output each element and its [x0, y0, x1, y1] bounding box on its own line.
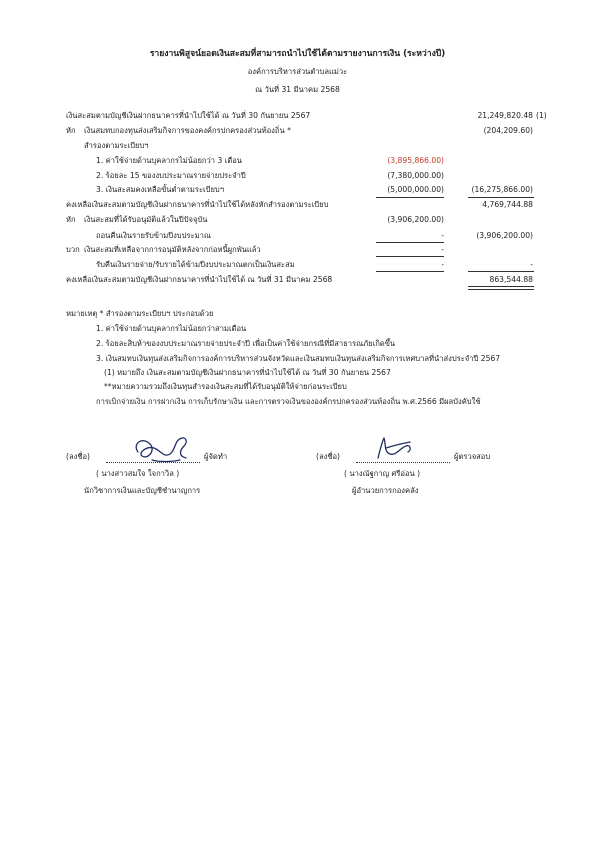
add-rule — [376, 256, 444, 257]
row10-amount: - — [441, 245, 444, 254]
left-signer-name: ( นางสาวสมใจ ใจกาวิล ) — [96, 469, 180, 478]
final-double-rule-1 — [468, 286, 534, 287]
row4-amount: (3,895,866.00) — [387, 156, 444, 165]
row5-amount: (7,380,000.00) — [387, 171, 444, 180]
row6-amount: (5,000,000.00) — [387, 185, 444, 194]
notes-heading: หมายเหตุ * สำรองตามระเบียบฯ ประกอบด้วย — [66, 309, 214, 318]
left-sign-label: (ลงชื่อ) — [66, 452, 91, 461]
row1-total: 21,249,820.48 — [477, 111, 533, 120]
subtotal-rule-left — [376, 197, 444, 198]
note-4: (1) หมายถึง เงินสะสมตามบัญชีเงินฝากธนาคารที่นำไปใช้ได้ ณ วันที่ 30 กันยายน 2567 — [104, 368, 391, 377]
left-sign-role: ผู้จัดทำ — [204, 452, 228, 461]
organization-name: องค์การบริหารส่วนตำบลแม่วะ — [247, 67, 348, 76]
row8-amount: (3,906,200.00) — [387, 215, 444, 224]
row9-total: (3,906,200.00) — [476, 231, 533, 240]
row7-label: คงเหลือเงินสะสมตามบัญชีเงินฝากธนาคารที่นำไปใช้ได้หลังหักสำรองตามระเบียบ — [66, 200, 329, 209]
row2-prefix: หัก — [66, 126, 76, 135]
row10-label: เงินสะสมที่เหลือจากการอนุมัติหลังจากก่อหนี้ผูกพันแล้ว — [84, 245, 261, 254]
row11-total: - — [530, 260, 533, 269]
row2-total: (204,209.60) — [483, 126, 533, 135]
right-signer-name: ( นางณัฐกาญ ศรีอ่อน ) — [344, 469, 421, 478]
row11-label: รับคืนเงินรายจ่าย/รับรายได้ข้ามปีงบประมาณตกเป็นเงินสะสม — [96, 260, 295, 269]
note-3: 3. เงินสมทบเงินทุนส่งเสริมกิจการองค์การบริหารส่วนจังหวัดและเงินสมทบเงินทุนส่งเสริมกิจการเทศบาลที่นำส่งประจำปี 2567 — [96, 354, 501, 363]
row5-label: 2. ร้อยละ 15 ของงบประมาณรายจ่ายประจำปี — [96, 171, 246, 180]
row11-amount: - — [441, 260, 444, 269]
final-double-rule-2 — [468, 289, 534, 290]
note-6: การเบิกจ่ายเงิน การฝากเงิน การเก็บรักษาเงิน และการตรวจเงินขององค์กรปกครองส่วนท้องถิ่น พ.ศ.2566 มีผลบังคับใช้ — [96, 397, 481, 406]
left-signer-position: นักวิชาการเงินและบัญชีชำนาญการ — [84, 486, 201, 495]
return-total-rule — [468, 271, 534, 272]
row9-label: ถอนคืนเงินรายรับข้ามปีงบประมาณ — [96, 231, 211, 240]
row8-prefix: หัก — [66, 215, 76, 224]
note-2: 2. ร้อยละสิบห้าของงบประมาณรายจ่ายประจำปี เพื่อเป็นค่าใช้จ่ายกรณีที่มีสาธารณภัยเกิดขึ้น — [96, 339, 396, 348]
report-title: รายงานพิสูจน์ยอดเงินสะสมที่สามารถนำไปใช้ได้ตามรายงานการเงิน (ระหว่างปี) — [149, 49, 446, 59]
right-signature-image — [370, 434, 430, 464]
right-signer-position: ผู้อำนวยการกองคลัง — [352, 486, 419, 495]
note-1: 1. ค่าใช้จ่ายด้านบุคลากรไม่น้อยกว่าสามเดือน — [96, 324, 247, 333]
row8-label: เงินสะสมที่ได้รับอนุมัติแล้วในปีปัจจุบัน — [84, 215, 208, 224]
report-date: ณ วันที่ 31 มีนาคม 2568 — [255, 85, 340, 94]
row3-label: สำรองตามระเบียบฯ — [84, 141, 149, 150]
row9-amount: - — [441, 231, 444, 240]
subtotal-rule-right — [468, 197, 534, 198]
row6-label: 3. เงินสะสมคงเหลือขั้นต่ำตามระเบียบฯ — [96, 185, 224, 194]
row4-label: 1. ค่าใช้จ่ายด้านบุคลากรไม่น้อยกว่า 3 เดือน — [96, 156, 242, 165]
right-sign-label: (ลงชื่อ) — [316, 452, 341, 461]
row1-label: เงินสะสมตามบัญชีเงินฝากธนาคารที่นำไปใช้ได้ ณ วันที่ 30 กันยายน 2567 — [66, 111, 311, 120]
row2-label: เงินสมทบกองทุนส่งเสริมกิจการของคงค์กรปกครองส่วนท้องถิ่น * — [84, 126, 291, 135]
row6-total: (16,275,866.00) — [471, 185, 533, 194]
row1-note: (1) — [536, 111, 547, 120]
note-5: **หมายความรวมถึงเงินทุนสำรองเงินสะสมที่ได้รับอนุมัติให้จ่ายก่อนระเบียบ — [104, 382, 347, 391]
return-rule — [376, 271, 444, 272]
withdraw-rule — [376, 242, 444, 243]
left-signature-image — [128, 432, 198, 466]
row7-total: 4,769,744.88 — [482, 200, 533, 209]
row12-label: คงเหลือเงินสะสมตามบัญชีเงินฝากธนาคารที่นำไปใช้ได้ ณ วันที่ 31 มีนาคม 2568 — [66, 275, 333, 284]
row10-prefix: บวก — [66, 245, 80, 254]
row12-total: 863,544.88 — [489, 275, 533, 284]
right-sign-role: ผู้ตรวจสอบ — [454, 452, 491, 461]
